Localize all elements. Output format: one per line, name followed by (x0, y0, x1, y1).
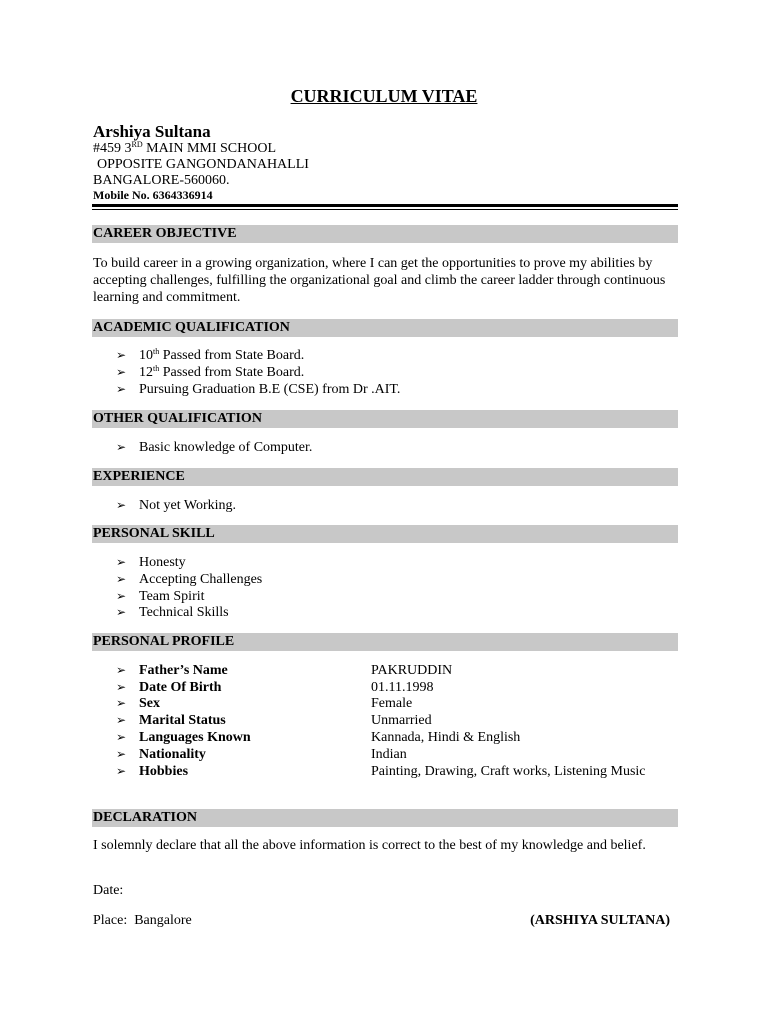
date-label: Date: (93, 883, 124, 898)
profile-value: Unmarried (371, 713, 432, 728)
profile-label: ➢ Father’s Name (116, 663, 228, 678)
list-item: ➢ Pursuing Graduation B.E (CSE) from Dr .AIT. (116, 382, 401, 397)
list-item: ➢ Basic knowledge of Computer. (116, 440, 313, 455)
arrow-bullet-icon: ➢ (116, 696, 127, 710)
address-line-2: OPPOSITE GANGONDANAHALLI (97, 157, 309, 172)
arrow-bullet-icon: ➢ (116, 680, 127, 694)
profile-label: ➢ Nationality (116, 747, 206, 762)
place-label: Place: Bangalore (93, 913, 192, 928)
section-heading-personal-profile: PERSONAL PROFILE (92, 633, 678, 651)
arrow-bullet-icon: ➢ (116, 572, 127, 586)
arrow-bullet-icon: ➢ (116, 713, 127, 727)
profile-value: Female (371, 696, 413, 711)
arrow-bullet-icon: ➢ (116, 730, 127, 744)
arrow-bullet-icon: ➢ (116, 348, 127, 362)
list-item: ➢ Team Spirit (116, 589, 205, 604)
signature-name: (ARSHIYA SULTANA) (530, 913, 670, 928)
profile-value: Kannada, Hindi & English (371, 730, 521, 745)
profile-label: ➢ Sex (116, 696, 160, 711)
profile-value: Indian (371, 747, 407, 762)
arrow-bullet-icon: ➢ (116, 555, 127, 569)
header-divider-thin (92, 209, 678, 210)
arrow-bullet-icon: ➢ (116, 605, 127, 619)
list-item: ➢ Honesty (116, 555, 186, 570)
declaration-text: I solemnly declare that all the above information is correct to the best of my knowledge and belief. (93, 838, 646, 853)
profile-value: PAKRUDDIN (371, 663, 453, 678)
profile-label: ➢ Languages Known (116, 730, 251, 745)
arrow-bullet-icon: ➢ (116, 498, 127, 512)
address-line-3: BANGALORE-560060. (93, 173, 230, 188)
section-heading-declaration: DECLARATION (92, 809, 678, 827)
arrow-bullet-icon: ➢ (116, 589, 127, 603)
profile-label: ➢ Date Of Birth (116, 680, 222, 695)
arrow-bullet-icon: ➢ (116, 747, 127, 761)
arrow-bullet-icon: ➢ (116, 382, 127, 396)
list-item: ➢ Technical Skills (116, 605, 229, 620)
section-heading-personal-skill: PERSONAL SKILL (92, 525, 678, 543)
arrow-bullet-icon: ➢ (116, 663, 127, 677)
profile-label: ➢ Marital Status (116, 713, 226, 728)
section-heading-other-qualification: OTHER QUALIFICATION (92, 410, 678, 428)
address-line-1: #459 3RD MAIN MMI SCHOOL (93, 140, 277, 156)
section-heading-academic: ACADEMIC QUALIFICATION (92, 319, 678, 337)
arrow-bullet-icon: ➢ (116, 764, 127, 778)
list-item: ➢ Accepting Challenges (116, 572, 263, 587)
arrow-bullet-icon: ➢ (116, 365, 127, 379)
section-heading-experience: EXPERIENCE (92, 468, 678, 486)
profile-value: Painting, Drawing, Craft works, Listening Music (371, 764, 646, 779)
list-item: ➢ 10th Passed from State Board. (116, 347, 305, 363)
candidate-name: Arshiya Sultana (93, 122, 211, 141)
profile-value: 01.11.1998 (371, 680, 434, 695)
profile-label: ➢ Hobbies (116, 764, 189, 779)
career-objective-text: To build career in a growing organization, where I can get the opportunities to prove my abilities by accepting challenges, fulfilling the organizational goal and climb the career ladder through continuous learning and commitment. (93, 256, 666, 305)
list-item: ➢ Not yet Working. (116, 498, 236, 513)
list-item: ➢ 12th Passed from State Board. (116, 364, 305, 380)
page-title: CURRICULUM VITAE (290, 86, 478, 106)
header-divider-thick (92, 204, 678, 207)
mobile-number: Mobile No. 6364336914 (93, 188, 213, 202)
arrow-bullet-icon: ➢ (116, 440, 127, 454)
section-heading-career-objective: CAREER OBJECTIVE (92, 225, 678, 243)
